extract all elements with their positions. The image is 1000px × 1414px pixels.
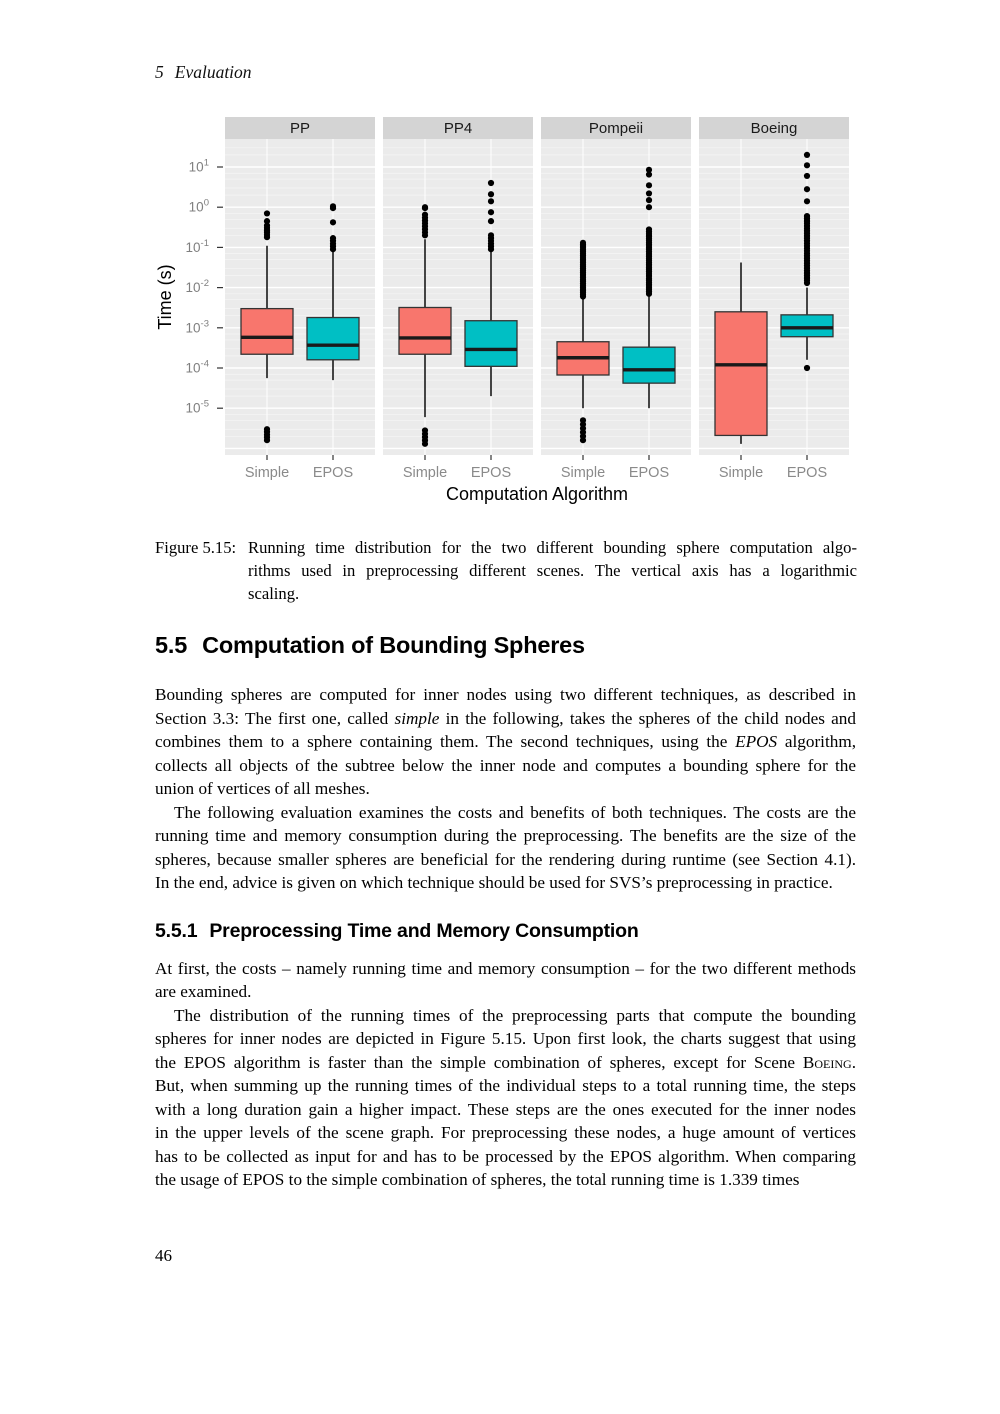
text-line: collects all objects of the subtree below the inner node and computes a bounding sphere for the: [155, 755, 856, 775]
text-line: At first, the costs – namely running time and memory consumption – for the two different methods: [155, 958, 856, 978]
text-line: has to be collected as input for and has to be processed by the EPOS algorithm. When comparing: [155, 1146, 856, 1166]
text-line: with a long duration gain a higher impact. These steps are the ones executed for the inner nodes: [155, 1099, 856, 1119]
text-line: running time and memory consumption during the preprocessing. The benefits are the size of the: [155, 826, 856, 845]
figure-5-15: [155, 110, 860, 510]
svg-text:101: $10^1$: [188, 157, 209, 175]
svg-text:EPOS: EPOS: [470, 465, 512, 481]
text-line: the EPOS algorithm is faster than the simple combination of spheres, except for Scene Boeing.: [155, 1052, 856, 1072]
text-line: The distribution of the running times of the preprocessing parts that compute the bounding: [174, 1005, 856, 1025]
subsection-number: 5.5.1: [155, 919, 198, 942]
text-line: spheres for inner nodes are depicted in Figure 5.15. Upon first look, the charts suggest that using: [155, 1029, 856, 1048]
section-title: Computation of Bounding Spheres: [202, 632, 585, 658]
text-line: the usage of EPOS to the simple combination of spheres, the total running time is 1.339 times: [155, 1170, 800, 1189]
paragraph-2: [155, 801, 856, 895]
text-line: are examined.: [155, 982, 252, 1001]
text-line: Section 3.3: The first one, called simple in the following, takes the spheres of the child nodes and: [155, 708, 856, 728]
text-line: In the end, advice is given on which technique should be used for SVS’s preprocessing in practice.: [155, 873, 833, 892]
svg-text:PP4: PP4: [443, 120, 473, 137]
body-column: [155, 633, 856, 1192]
page-number: 46: [155, 1246, 172, 1265]
paragraph-3: [155, 957, 856, 1004]
figure-caption: [155, 536, 857, 606]
section-heading: [155, 633, 856, 657]
svg-text:Simple: Simple: [402, 465, 448, 481]
svg-text:Simple: Simple: [718, 465, 764, 481]
text-line: combines them to a sphere containing them. The second techniques, using the EPOS algorithm,: [155, 732, 856, 751]
svg-text:EPOS: EPOS: [312, 465, 354, 481]
caption-text: [248, 536, 857, 606]
svg-text:PP: PP: [289, 120, 311, 137]
svg-text:Computation Algorithm: Computation Algorithm: [445, 484, 629, 504]
text-line: in the upper levels of the scene graph. For preprocessing these nodes, a huge amount of vertices: [155, 1123, 856, 1142]
subsection-heading: [155, 921, 856, 942]
text-line: But, when summing up the running times of the individual steps to a total running time, the steps: [155, 1076, 856, 1095]
svg-text:Pompeii: Pompeii: [588, 120, 644, 137]
section-number: 5.5: [155, 632, 188, 658]
svg-text:Simple: Simple: [244, 465, 290, 481]
svg-text:EPOS: EPOS: [628, 465, 670, 481]
text-line: rithms used in preprocessing different scenes. The vertical axis has a logarithmic: [248, 561, 857, 581]
svg-text:EPOS: EPOS: [786, 465, 828, 481]
text-line: The following evaluation examines the costs and benefits of both techniques. The costs are the: [174, 802, 856, 822]
text-line: Running time distribution for the two different bounding sphere computation algo-: [248, 538, 857, 557]
chapter-title: Evaluation: [174, 62, 252, 82]
svg-text:Boeing: Boeing: [750, 120, 798, 137]
svg-text:Time (s): Time (s): [155, 264, 175, 330]
svg-text:10-3: $10^{-3}$: [185, 318, 209, 336]
svg-text:10-5: $10^{-5}$: [185, 398, 209, 416]
text-line: spheres, because smaller spheres are beneficial for the rendering during runtime (see Section 4.1).: [155, 849, 856, 869]
paragraph-4: [155, 1004, 856, 1192]
svg-text:10-2: $10^{-2}$: [185, 278, 209, 296]
svg-text:10-4: $10^{-4}$: [185, 358, 209, 376]
svg-text:Simple: Simple: [560, 465, 606, 481]
svg-text:10-1: $10^{-1}$: [185, 237, 209, 255]
text-line: scaling.: [248, 584, 300, 604]
svg-text:100: $10^0$: [188, 197, 209, 215]
text-line: union of vertices of all meshes.: [155, 779, 370, 798]
text-line: Bounding spheres are computed for inner nodes using two different techniques, as described in: [155, 685, 856, 704]
paragraph-1: [155, 683, 856, 801]
boxplot-figure: [155, 110, 860, 510]
subsection-title: Preprocessing Time and Memory Consumption: [209, 919, 639, 942]
running-header: [155, 62, 252, 83]
chapter-number: 5: [155, 62, 164, 82]
caption-label: Figure 5.15:: [155, 538, 237, 557]
